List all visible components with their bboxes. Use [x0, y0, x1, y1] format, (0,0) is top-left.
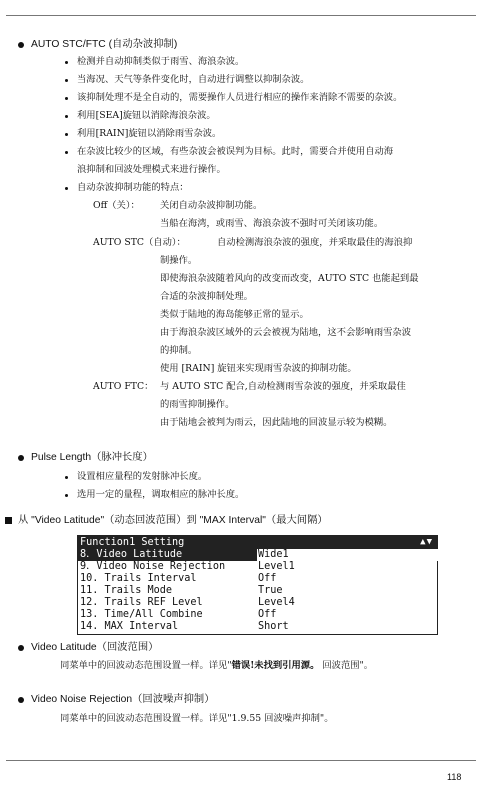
auto-ftc-description: 由于陆地会被判为雨云，因此陆地的回波显示较为模糊。	[160, 417, 393, 428]
off-label: Off（关）：	[93, 200, 140, 211]
list-item: 选用一定的量程，调取相应的脉冲长度。	[77, 489, 245, 500]
section-bullet	[18, 697, 24, 703]
bullet-dot	[65, 115, 68, 118]
bullet-dot	[65, 476, 68, 479]
section-bullet	[18, 42, 24, 48]
auto-stc-description: 自动检测海浪杂波的强度，并采取最佳的海浪抑	[217, 237, 413, 248]
auto-ftc-description: 与 AUTO STC 配合,自动检测雨雪杂波的强度，并采取最佳	[160, 381, 406, 392]
list-item-continuation: 浪抑制和回波处理模式来进行操作。	[77, 164, 226, 175]
list-item: 检测并自动抑制类似于雨雪、海浪杂波。	[77, 56, 245, 67]
section-bullet	[18, 455, 24, 461]
auto-stc-description: 使用 [RAIN] 旋钮来实现雨雪杂波的抑制功能。	[160, 363, 357, 374]
body-text: 同菜单中的回波动态范围设置一样。详见"	[60, 660, 232, 671]
list-item: 该抑制处理不是全自动的，需要操作人员进行相应的操作来消除不需要的杂波。	[77, 92, 403, 103]
menu-row-label: 14. MAX Interval	[80, 621, 179, 632]
bullet-dot	[65, 151, 68, 154]
menu-row-value: Off	[258, 609, 277, 620]
top-rule	[6, 15, 476, 16]
bullet-dot	[65, 79, 68, 82]
function1-setting-menu	[77, 535, 438, 635]
menu-row-max-interval[interactable]	[78, 621, 437, 633]
list-item: 设置相应量程的发射脉冲长度。	[77, 471, 208, 482]
scroll-arrows-icon[interactable]: ▲▼	[420, 537, 433, 547]
bottom-rule	[6, 760, 476, 761]
off-description: 关闭自动杂波抑制功能。	[160, 200, 263, 211]
list-item: 在杂波比较少的区域，有些杂波会被误判为目标。此时，需要合并使用自动海	[77, 146, 394, 157]
menu-row-label: 8．Video Latitude	[80, 549, 183, 560]
reference-error-text: 错误!未找到引用源。	[231, 660, 320, 671]
body-text: 回波范围"。	[319, 660, 374, 671]
section-body: 同菜单中的回波动态范围设置一样。详见"1.9.55 回波噪声抑制"。	[60, 713, 334, 724]
list-item: 自动杂波抑制功能的特点：	[77, 182, 189, 193]
menu-row-label: 10. Trails Interval	[80, 573, 197, 584]
auto-ftc-description: 的雨雪抑制操作。	[160, 399, 235, 410]
auto-stc-description: 的抑制。	[160, 345, 198, 356]
auto-stc-description: 由于海浪杂波区域外的云会被视为陆地，这不会影响雨雪杂波	[160, 327, 412, 338]
bullet-dot	[65, 187, 68, 190]
auto-stc-description: 制操作。	[160, 255, 198, 266]
menu-row-video-latitude[interactable]	[78, 549, 437, 561]
section-bullet	[18, 645, 24, 651]
menu-row-label: 9．Video Noise Rejection	[80, 561, 226, 572]
menu-title-bar	[78, 536, 437, 549]
page-number: 118	[447, 772, 462, 782]
menu-row-value: Off	[258, 573, 277, 584]
section-title-auto-stc-ftc: AUTO STC/FTC (自动杂波抑制)	[31, 39, 178, 50]
section-title-range: 从 "Video Latitude"（动态回波范围）到 "MAX Interval"（最大间隔）	[18, 515, 328, 526]
bullet-dot	[65, 61, 68, 64]
auto-stc-description: 类似于陆地的海岛能够正常的显示。	[160, 309, 309, 320]
bullet-dot	[65, 97, 68, 100]
menu-row-video-noise-rejection[interactable]	[78, 561, 437, 573]
bullet-dot	[65, 494, 68, 497]
menu-row-time-all-combine[interactable]	[78, 609, 437, 621]
menu-row-value: Short	[258, 621, 289, 632]
list-item: 利用[SEA]旋钮以消除海浪杂波。	[77, 110, 216, 121]
menu-row-trails-mode[interactable]	[78, 585, 437, 597]
off-description: 当船在海湾，或雨雪、海浪杂波不强时可关闭该功能。	[160, 218, 384, 229]
auto-stc-description: 即使海浪杂波随着风向的改变而改变，AUTO STC 也能起到最	[160, 273, 419, 284]
auto-stc-description: 合适的杂波抑制处理。	[160, 291, 253, 302]
list-item: 当海况、天气等条件变化时，自动进行调整以抑制杂波。	[77, 74, 310, 85]
section-title-pulse-length: Pulse Length（脉冲长度）	[31, 452, 153, 463]
section-square-bullet	[5, 517, 12, 524]
menu-row-trails-interval[interactable]	[78, 573, 437, 585]
menu-row-value: Wide1	[257, 549, 438, 561]
section-title-video-latitude: Video Latitude（回波范围）	[31, 642, 159, 653]
menu-row-value: True	[258, 585, 283, 596]
auto-ftc-label: AUTO FTC：	[93, 381, 154, 392]
auto-stc-label: AUTO STC（自动）：	[93, 237, 186, 248]
menu-row-label: 12. Trails REF Level	[80, 597, 203, 608]
menu-row-value: Level4	[258, 597, 295, 608]
menu-title: Function1 Setting	[80, 537, 185, 548]
list-item: 利用[RAIN]旋钮以消除雨雪杂波。	[77, 128, 222, 139]
section-title-video-noise-rejection: Video Noise Rejection（回波噪声抑制）	[31, 694, 215, 705]
menu-row-trails-ref-level[interactable]	[78, 597, 437, 609]
menu-row-label: 13. Time/All Combine	[80, 609, 203, 620]
bullet-dot	[65, 133, 68, 136]
section-body	[60, 660, 373, 672]
menu-row-label: 11. Trails Mode	[80, 585, 173, 596]
menu-row-value: Level1	[258, 561, 295, 572]
